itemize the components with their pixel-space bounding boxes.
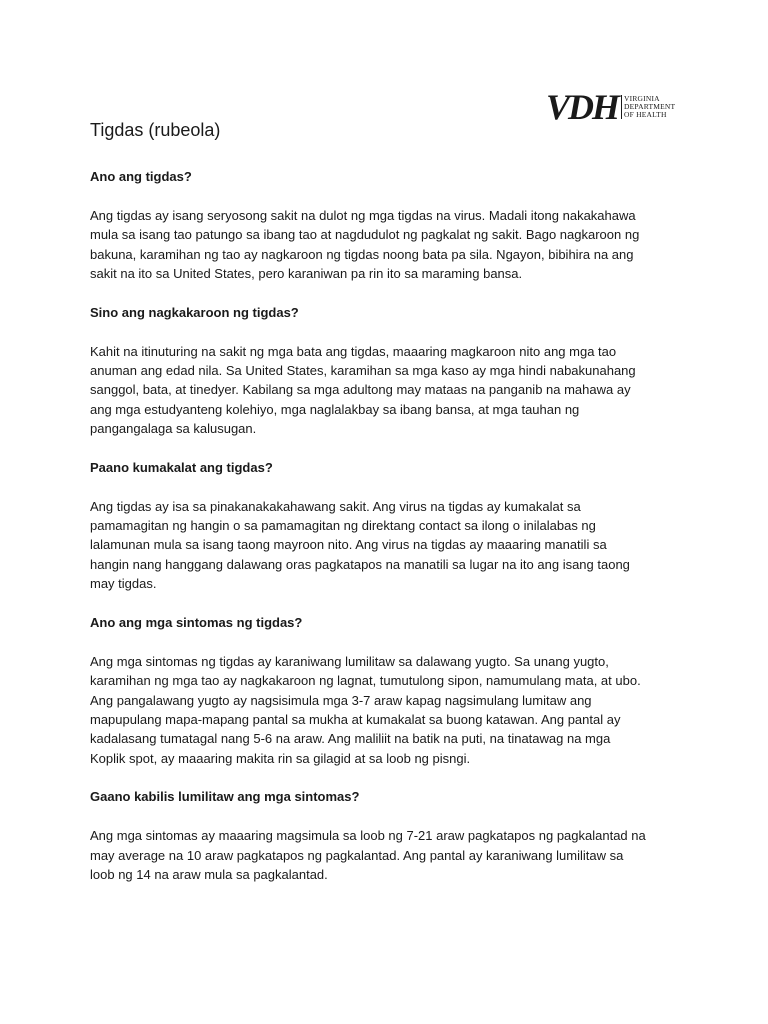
section-paragraph [90,826,690,884]
paragraph-line: Ang pangalawang yugto ay nagsisimula mga 3-7 araw kapag nagsimulang lumitaw ang [90,692,592,708]
paragraph-line: ang mga estudyanteng kolehiyo, mga naglalakbay sa ibang bansa, at mga tauhan ng [90,401,580,417]
section-heading: Ano ang mga sintomas ng tigdas? [90,614,303,630]
paragraph-line: kadalasang tumatagal nang 5-6 na araw. Ang maliliit na batik na puti, na tinatawag na mga [90,731,611,747]
paragraph-line: lalamunan mula sa isang taong mayroon nito. Ang virus na tigdas ay maaaring manatili sa [90,537,607,553]
paragraph-line: sanggol, bata, at tinedyer. Kabilang sa mga adultong may mataas na panganib na mahawa ay [90,382,631,398]
vdh-logo-text [621,95,675,120]
paragraph-line: Ang mga sintomas ay maaaring magsimula sa loob ng 7-21 araw pagkatapos ng pagkalantad na [90,828,646,844]
vdh-logo-line: DEPARTMENT [624,101,676,111]
section-heading: Sino ang nagkakaroon ng tigdas? [90,304,299,320]
section-mga-sintomas [90,614,690,768]
paragraph-line: loob ng 14 na araw mula sa pagkalantad. [90,866,328,882]
paragraph-line: may average na 10 araw pagkatapos ng pagkalantad. Ang pantal ay karaniwang lumilitaw sa [90,847,624,863]
vdh-logo-line: OF HEALTH [624,110,667,120]
paragraph-line: Kahit na itinuturing na sakit ng mga bata ang tigdas, maaaring magkaroon nito ang mga tao [90,343,617,359]
section-paragraph [90,652,690,768]
section-heading: Paano kumakalat ang tigdas? [90,459,273,475]
section-paano-kumakalat [90,459,690,594]
section-heading: Gaano kabilis lumilitaw ang mga sintomas? [90,789,360,805]
section-sino-ang-nagkakaroon [90,304,690,439]
section-paragraph [90,342,690,439]
paragraph-line: anuman ang edad nila. Sa United States, karamihan sa mga kaso ay mga hindi nabakunahang [90,363,636,379]
section-paragraph [90,206,690,284]
paragraph-line: may tigdas. [90,576,157,592]
paragraph-line: pamamagitan ng hangin o sa pamamagitan ng direktang contact sa ilong o inilalabas ng [90,518,596,534]
document-title: Tigdas (rubeola) [90,120,221,140]
vdh-logo-mark: VDH [546,87,619,127]
paragraph-line: sakit na ito sa United States, pero karaniwan pa rin ito sa maraming bansa. [90,266,523,282]
section-paragraph [90,497,690,594]
section-ano-ang-tigdas [90,168,690,284]
paragraph-line: mula sa isang tao patungo sa ibang tao at nagdudulot ng pagkalat ng sakit. Bago nagkaroon ng [90,227,640,243]
paragraph-line: pangangalaga sa kalusugan. [90,421,257,437]
paragraph-line: hangin nang hanggang dalawang oras pagkatapos na manatili sa lugar na ito ang isang taong [90,556,630,572]
paragraph-line: bakuna, karamihan ng tao ay nagkaroon ng tigdas noong bata pa sila. Ngayon, bibihira na ang [90,246,634,262]
section-gaano-kabilis [90,788,690,884]
paragraph-line: Koplik spot, ay maaaring makita rin sa gilagid at sa loob ng pisngi. [90,750,471,766]
paragraph-line: Ang tigdas ay isang seryosong sakit na dulot ng mga tigdas na virus. Madali itong nakakahawa [90,208,636,223]
section-heading: Ano ang tigdas? [90,169,192,184]
paragraph-line: mapupulang mapa-mapang pantal sa mukha at kumakalat sa buong katawan. Ang pantal ay [90,711,621,727]
paragraph-line: Ang mga sintomas ng tigdas ay karaniwang lumilitaw sa dalawang yugto. Sa unang yugto, [90,653,609,669]
paragraph-line: karamihan ng mga tao ay nagkakaroon ng lagnat, tumutulong sipon, namumulang mata, at ubo. [90,673,641,689]
document-body [90,118,690,904]
paragraph-line: Ang tigdas ay isa sa pinakanakakahawang sakit. Ang virus na tigdas ay kumakalat sa [90,498,581,514]
vdh-logo-line: VIRGINIA [624,93,660,103]
